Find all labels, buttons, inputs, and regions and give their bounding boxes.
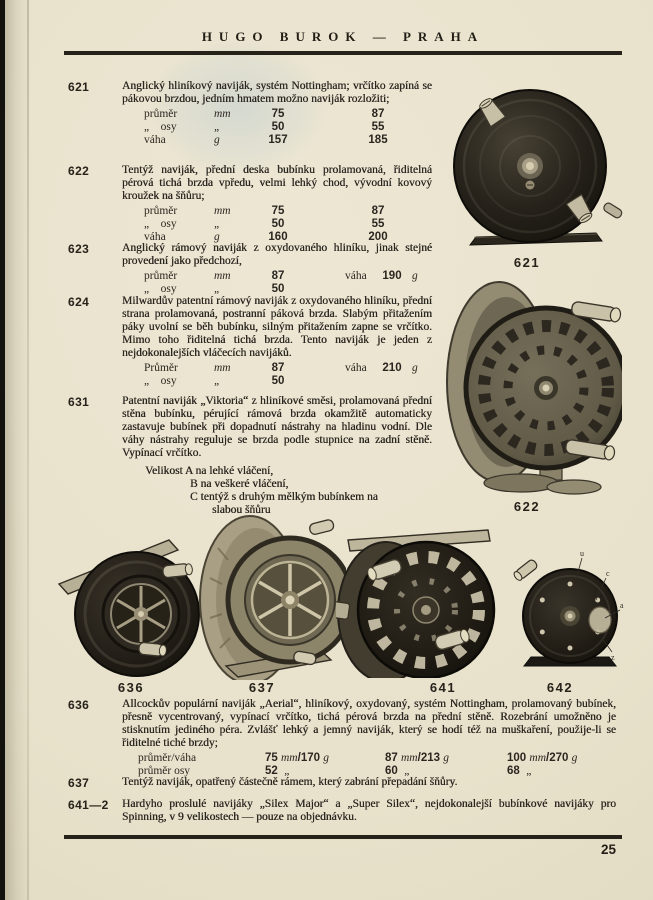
spec-value: 50 — [271, 218, 285, 230]
spec-unit: mm — [214, 362, 231, 374]
size-variant-c-cont: slabou šňůru — [212, 504, 271, 516]
spec-value: 55 — [371, 218, 385, 230]
spec-unit: mm — [214, 108, 231, 120]
spec-value: 185 — [368, 134, 388, 146]
page-fold-line — [27, 0, 29, 900]
spec-value-group: 68 „ — [507, 765, 532, 777]
item-number: 637 — [68, 776, 90, 790]
figure-reel-642 — [508, 546, 628, 678]
spec-value: 160 — [268, 231, 288, 243]
weight-label: váha — [345, 362, 367, 374]
spec-value: 55 — [371, 121, 385, 133]
spec-row — [122, 362, 432, 375]
item-body — [122, 698, 616, 778]
weight-value: 210 — [382, 362, 402, 374]
footer-rule — [64, 835, 622, 839]
item-body — [122, 776, 616, 789]
spec-unit: g — [214, 134, 220, 146]
item-number: 641—2 — [68, 798, 109, 812]
spec-value: 50 — [271, 283, 285, 295]
spec-label: „ osy — [144, 375, 177, 387]
weight-value: 190 — [382, 270, 402, 282]
spec-value: 75 — [271, 108, 285, 120]
page-header-title: HUGO BUROK — PRAHA — [201, 29, 485, 44]
spec-row — [122, 218, 432, 231]
figure-reel-622 — [444, 270, 622, 498]
spec-value: 50 — [271, 375, 285, 387]
callout-letter: a — [620, 601, 624, 610]
spec-value-group: 60 „ — [385, 765, 410, 777]
spec-value: 200 — [368, 231, 388, 243]
spec-unit: „ — [214, 375, 221, 387]
reel-knob — [162, 563, 193, 578]
callout-letter: c — [606, 569, 610, 578]
spec-value: 50 — [271, 121, 285, 133]
reel-622-illustration — [444, 270, 622, 498]
reel-642-illustration — [508, 546, 628, 678]
spec-unit: „ — [214, 121, 221, 133]
reel-621-illustration — [448, 84, 624, 256]
reel-knob — [513, 559, 539, 582]
spec-value: 87 — [271, 362, 285, 374]
spec-label: Průměr — [144, 362, 178, 374]
spec-row — [122, 134, 432, 147]
item-description: Tentýž naviják, přední deska bubínku prolamovaná, řiditelná pérová tichá brzda vpředu, velmi lehký chod, vývodní kovový kroužek na šňůru; — [122, 164, 432, 202]
spec-row — [122, 121, 432, 134]
figure-caption: 637 — [248, 680, 276, 695]
header-rule — [64, 51, 622, 55]
spec-unit: g — [214, 231, 220, 243]
item-body — [122, 242, 432, 296]
item-number: 624 — [68, 295, 90, 309]
item-description: Allcockův populární naviják „Aerial“, hliníkový, oxydovaný, systém Nottingham, prolamovaný bubínek, přesně vycentrovaný, vypínací vrčítko, tichá pérová brzda na přední stěně. Rozebrání umožněno je stisknutím jediného péra. Zvlášť lehký a jemný naviják, který se hodí též na muškaření, použije-li se řiditelné tiché brzdy; — [122, 698, 616, 749]
item-body — [122, 295, 432, 388]
item-description: Patentní naviják „Viktoria“ z hliníkové směsi, prolamovaná přední stěna bubínku, pérující rámová brzda okamžitě automaticky zastavuje bubínek při dopadnutí nástrahy na hladinu vodní. Dle váhy nástrahy reguluje se brzda podle stupnice na zadní stěně. Vypínací vrčítko. — [122, 395, 432, 459]
spec-unit: mm — [214, 270, 231, 282]
figure-caption: 642 — [546, 680, 574, 695]
spec-row — [122, 205, 432, 218]
spec-value: 157 — [268, 134, 288, 146]
weight-unit: g — [412, 270, 418, 282]
item-description: Anglický rámový naviják z oxydovaného hliníku, jinak stejné provedení jako předchozí, — [122, 242, 432, 267]
item-description: Tentýž naviják, opatřený částečně rámem, který zabrání přepadání šňůry. — [122, 776, 458, 788]
item-body — [122, 395, 432, 517]
spec-value-group: 87 mm/213 g — [385, 752, 449, 764]
figure-reel-621 — [448, 84, 624, 256]
spec-unit: „ — [214, 218, 221, 230]
size-variant-b: B na veškeré vláčení, — [190, 478, 289, 490]
spec-table — [122, 270, 432, 296]
spec-label: „ osy — [144, 283, 177, 295]
item-number: 623 — [68, 242, 90, 256]
weight-label: váha — [345, 270, 367, 282]
callout-letter: z — [611, 653, 615, 662]
page-number: 25 — [600, 842, 616, 857]
item-description: Hardyho proslulé navijáky „Silex Major“ a „Super Silex“, nejdokonalejší bubínkové navijáky pro Spinning, v 9 velikostech — pouze na objednávku. — [122, 798, 616, 823]
spec-label: váha — [144, 231, 166, 243]
size-variant-a: Velikost A na lehké vláčení, — [145, 465, 274, 477]
figure-reel-636 — [57, 530, 207, 678]
figure-caption: 622 — [513, 499, 541, 514]
spec-row — [122, 108, 432, 121]
spec-row — [122, 752, 616, 765]
spec-label: průměr — [144, 108, 178, 120]
reel-knob — [309, 519, 335, 535]
spec-value-group: 75 mm/170 g — [265, 752, 329, 764]
spec-value: 87 — [371, 108, 385, 120]
spec-label: průměr — [144, 270, 178, 282]
item-number: 631 — [68, 395, 90, 409]
spec-table — [122, 108, 432, 147]
spec-label: „ osy — [144, 121, 177, 133]
item-number: 622 — [68, 164, 90, 178]
spec-value: 87 — [371, 205, 385, 217]
reel-line-guard — [336, 601, 350, 619]
weight-unit: g — [412, 362, 418, 374]
item-description: Anglický hliníkový naviják, systém Nottingham; vrčítko zapíná se pákovou brzdou, jedním hmatem možno naviják rozložiti; — [122, 80, 432, 105]
spec-value-group: 100 mm/270 g — [507, 752, 578, 764]
spec-table — [122, 205, 432, 244]
spec-label: „ osy — [144, 218, 177, 230]
spec-table — [122, 752, 616, 778]
callout-letter: u — [580, 549, 584, 558]
spec-value-group: 52 „ — [265, 765, 290, 777]
size-variant-c: C tentýž s druhým mělkým bubínkem na — [190, 491, 378, 503]
spec-value: 87 — [271, 270, 285, 282]
figure-reel-641 — [336, 516, 504, 678]
reel-636-illustration — [57, 530, 207, 678]
spec-unit: „ — [214, 283, 221, 295]
spec-label: průměr/váha — [138, 752, 197, 764]
spec-row — [122, 375, 432, 388]
spec-table — [122, 362, 432, 388]
item-body — [122, 798, 616, 824]
reel-641-illustration — [336, 516, 504, 678]
spec-value: 75 — [271, 205, 285, 217]
spec-label: průměr osy — [138, 765, 191, 777]
item-body — [122, 80, 432, 147]
spec-unit: mm — [214, 205, 231, 217]
figure-caption: 621 — [513, 255, 541, 270]
reel-latch-lever — [602, 202, 623, 220]
reel-637-illustration — [198, 508, 346, 680]
spec-label: váha — [144, 134, 166, 146]
item-number: 621 — [68, 80, 90, 94]
item-number: 636 — [68, 698, 90, 712]
spec-row — [122, 270, 432, 283]
item-description: Milwardův patentní rámový naviják z oxydovaného hliníku, přední strana prolamovaná, postranní páková brzda. Slabým přitažením páky uvolní se běh bubínku, silným přitažením zapne se vrčítko. Mimo toho řiditelná tichá brzda. Tento naviják je jeden z nejdokonalejších vláčecích navijáků. — [122, 295, 432, 359]
figure-caption: 641 — [429, 680, 457, 695]
spec-label: průměr — [144, 205, 178, 217]
figure-reel-637 — [198, 508, 346, 680]
item-body — [122, 164, 432, 244]
figure-caption: 636 — [117, 680, 145, 695]
